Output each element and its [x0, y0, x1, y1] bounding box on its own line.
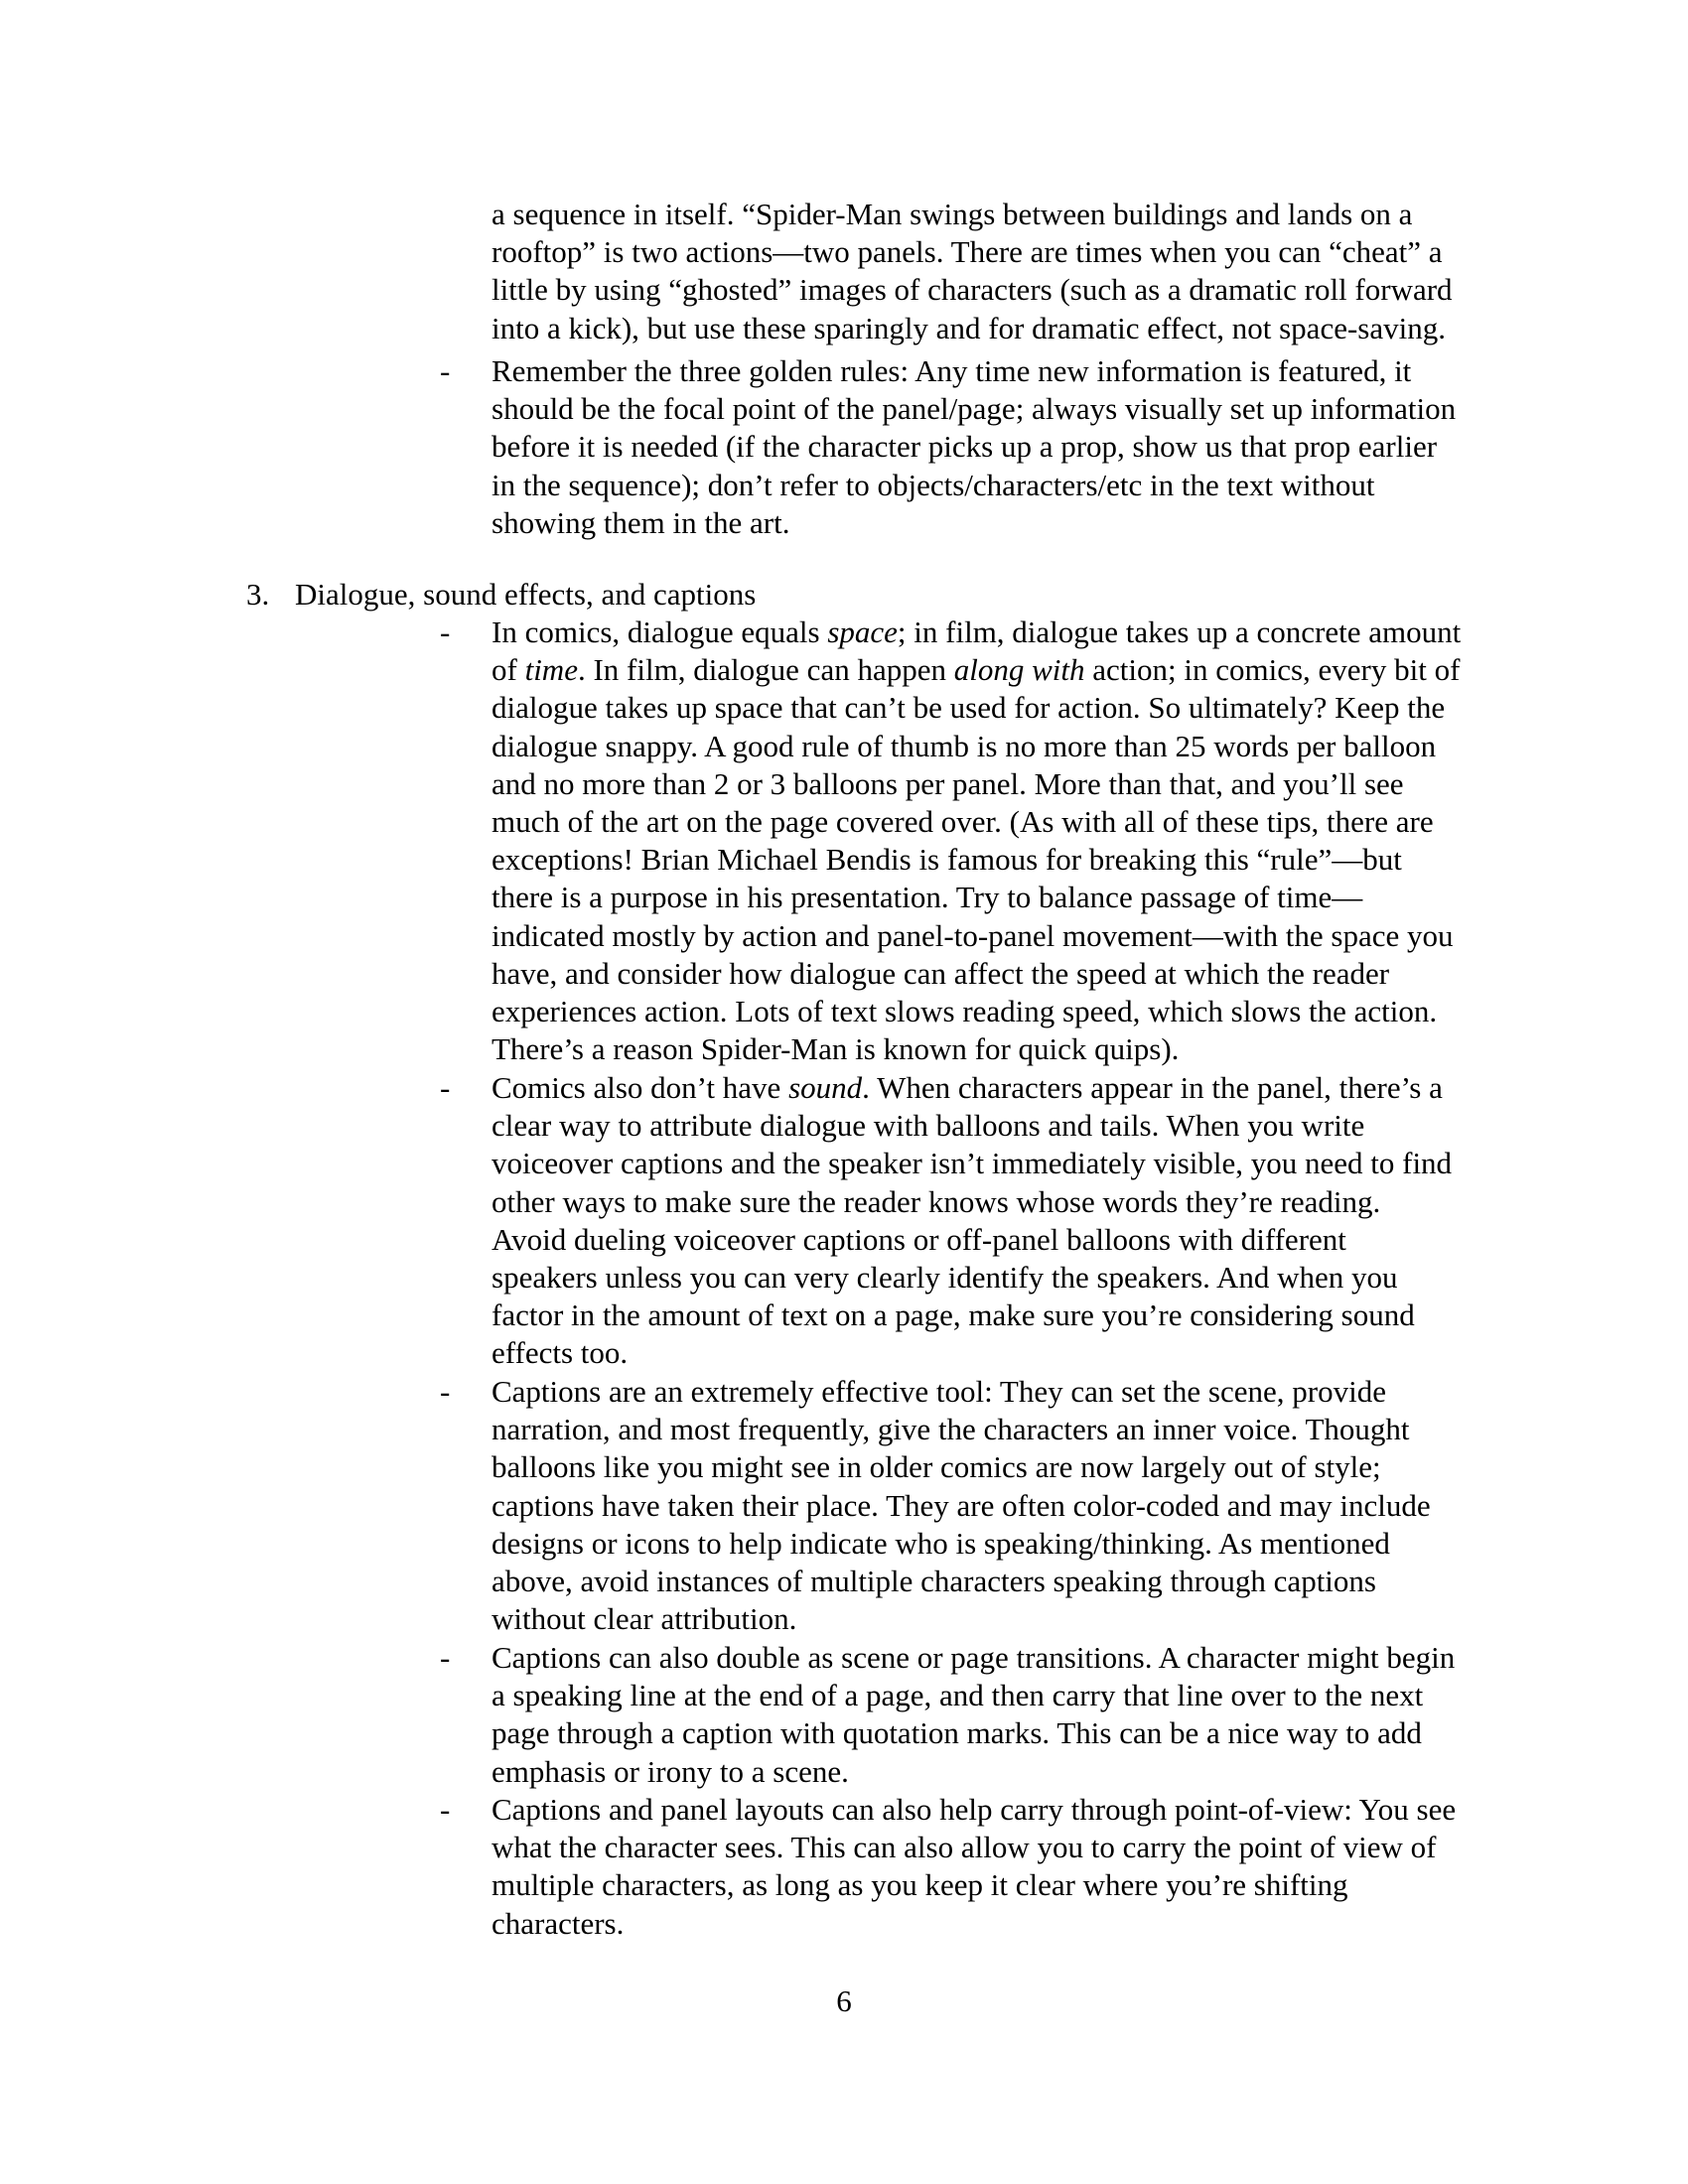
bullet-marker: -: [440, 1792, 451, 1827]
sound-bullet: [492, 1069, 1554, 1373]
golden-rules-bullet: [492, 352, 1554, 542]
continuation-text: a sequence in itself. “Spider-Man swings between buildings and lands on a rooftop” is two actions—two panels. There are times when you can “cheat” a little by using “ghosted” images of characters (such as a dramatic roll forward into a kick), but use these sparingly and for dramatic effect, not space-saving.: [492, 197, 1453, 345]
emphasis-time: time: [524, 652, 578, 688]
page-number: 6: [836, 1983, 852, 2018]
emphasis-sound: sound: [788, 1070, 863, 1105]
captions-pov-text: Captions and panel layouts can also help carry through point-of-view: You see what the character sees. This can also allow you to carry the point of view of multiple characters, as long as you keep it clear where you’re shifting characters.: [492, 1792, 1457, 1941]
emphasis-space: space: [827, 614, 898, 649]
golden-rules-text: Remember the three golden rules: Any time new information is featured, it should be the focal point of the panel/page; always visually set up information before it is needed (if the character picks up a prop, show us that prop earlier in the sequence); don’t refer to objects/characters/etc in the text without showing them in the art.: [492, 353, 1457, 540]
captions-tool-bullet: [492, 1373, 1554, 1638]
sound-text: Comics also don’t have sound. When characters appear in the panel, there’s a clear way to attribute dialogue with balloons and tails. When you write voiceover captions and the speaker isn’t immediately visible, you need to find other ways to make sure the reader knows whose words they’re reading. Avoid dueling voiceover captions or off-panel balloons with different speakers unless you can very clearly identify the speakers. And when you factor in the amount of text on a page, make sure you’re considering sound effects too.: [492, 1070, 1453, 1371]
captions-transition-text: Captions can also double as scene or page transitions. A character might begin a speaking line at the end of a page, and then carry that line over to the next page through a caption with quotation marks. This can be a nice way to add emphasis or irony to a scene.: [492, 1640, 1456, 1789]
section-heading: Dialogue, sound effects, and captions: [295, 577, 757, 612]
captions-pov-bullet: [492, 1791, 1554, 1943]
captions-transition-bullet: [492, 1639, 1554, 1791]
bullet-marker: -: [440, 1374, 451, 1409]
bullet-marker: -: [440, 1640, 451, 1675]
bullet-marker: -: [440, 1070, 451, 1105]
emphasis-along-with: along with: [953, 652, 1085, 688]
dialogue-bullet: [492, 614, 1554, 1068]
section-number: 3.: [246, 577, 270, 612]
captions-tool-text: Captions are an extremely effective tool: They can set the scene, provide narration, and most frequently, give the characters an inner voice. Thought balloons like you might see in older comics are now largely out of style; captions have taken their place. They are often color-coded and may include designs or icons to help indicate who is speaking/thinking. As mentioned above, avoid instances of multiple characters speaking through captions without clear attribution.: [492, 1374, 1431, 1637]
continuation-paragraph: [492, 196, 1554, 347]
dialogue-text: In comics, dialogue equals space; in film, dialogue takes up a concrete amount of time. In film, dialogue can happen along with action; in comics, every bit of dialogue takes up space that can’t be used for action. So ultimately? Keep the dialogue snappy. A good rule of thumb is no more than 25 words per balloon and no more than 2 or 3 balloons per panel. More than that, and you’ll see much of the art on the page covered over. (As with all of these tips, there are exceptions! Brian Michael Bendis is famous for breaking this “rule”—but there is a purpose in his presentation. Try to balance passage of time— indicated mostly by action and panel-to-panel movement—with the space you have, and consider how dialogue can affect the speed at which the reader experiences action. Lots of text slows reading speed, which slows the action. There’s a reason Spider-Man is known for quick quips).: [492, 614, 1462, 1067]
bullet-marker: -: [440, 353, 451, 388]
bullet-marker: -: [440, 614, 451, 649]
